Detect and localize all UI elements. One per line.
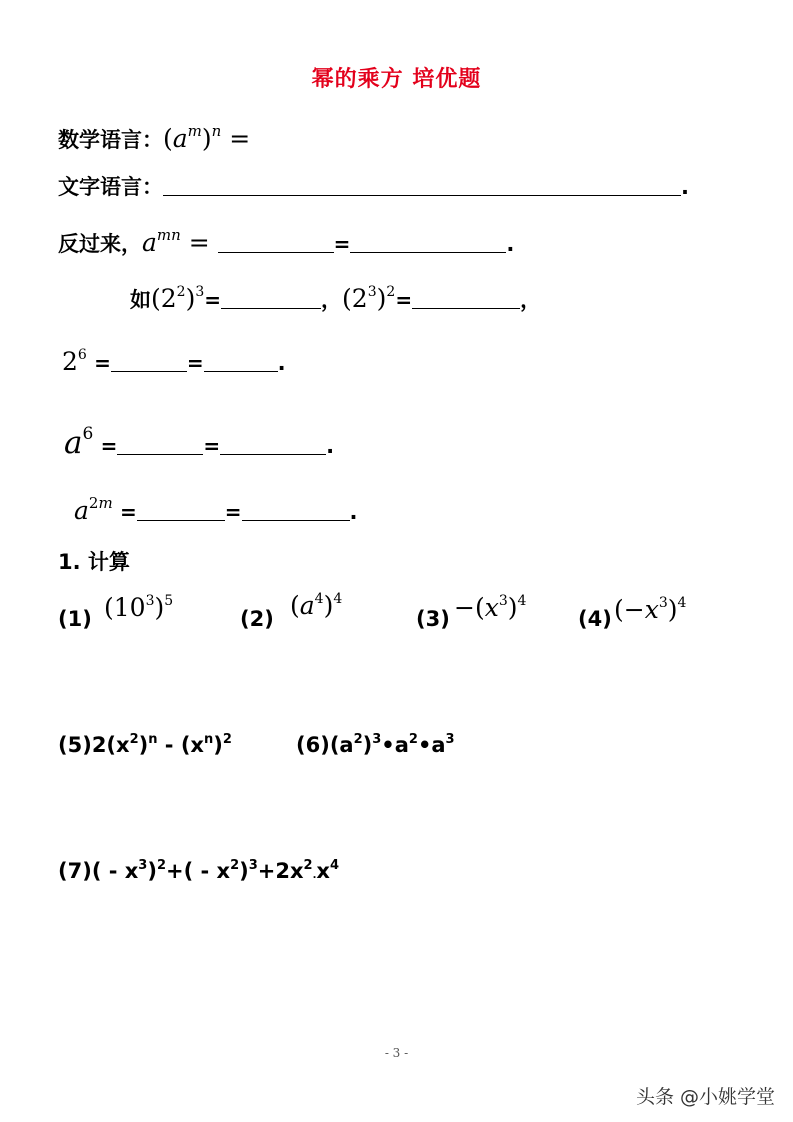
math-language-row (58, 122, 250, 154)
reverse-label: 反过来， (58, 232, 142, 256)
problem-2-expr: $(a^4)^4$ (290, 591, 343, 620)
a-2m-row (74, 494, 358, 525)
a-mn-expression: $a^{mn}$ = (142, 226, 218, 257)
a-2m-blank-2[interactable] (242, 500, 350, 521)
problem-6-label: (6) (296, 733, 330, 757)
equals-sign: = (224, 500, 242, 524)
two-six-row (62, 347, 286, 376)
equals-sign: = (203, 434, 221, 458)
problem-3-expr: $-(x^3)^4$ (454, 593, 527, 622)
problem-7-label: (7) (58, 859, 92, 883)
section-heading: 1. 计算 (58, 550, 130, 574)
problem-5-label: (5) (58, 733, 92, 757)
problem-6 (296, 732, 455, 757)
expr-a-2m: $a^{2m}$ (74, 494, 113, 525)
period: . (326, 434, 335, 458)
problem-2-label: (2) (240, 607, 274, 631)
period: . (349, 500, 358, 524)
equals-sign: = (94, 351, 111, 375)
example-blank-1[interactable] (221, 288, 321, 309)
a-six-blank-2[interactable] (220, 434, 326, 455)
expr-2-3-2: $(2^3)^2$ (342, 284, 396, 313)
equals-sign: = (186, 351, 204, 375)
problem-7 (58, 858, 339, 883)
a-six-row (64, 424, 334, 461)
period: . (277, 351, 286, 375)
comma: ， (520, 288, 542, 312)
problem-6-expr: $(a^2)^3•a^2•a^3$ (329, 732, 455, 757)
problem-4-expr: $(-x^3)^4$ (614, 595, 687, 624)
equals-sign: = (395, 288, 413, 312)
example-row (130, 284, 541, 314)
word-language-blank[interactable] (163, 175, 681, 196)
reverse-row (58, 226, 514, 258)
equals-sign: = (120, 500, 137, 524)
equals-sign: = (204, 288, 222, 312)
a-six-blank-1[interactable] (117, 434, 203, 455)
expr-2-2-3: $(2^2)^3$ (151, 284, 205, 313)
problem-7-expr: ( - $x^3)^2+( - x^2)^3+2x^2.x^4$ (91, 858, 339, 883)
problem-5 (58, 732, 232, 757)
problem-4-label: (4) (578, 607, 612, 631)
reverse-blank-1[interactable] (218, 232, 334, 253)
problem-1-expr: $(10^3)^5$ (104, 593, 174, 622)
comma: ， (321, 288, 343, 312)
page-number: - 3 - (384, 1046, 409, 1060)
word-language-row (58, 171, 689, 201)
watermark: 头条 @小姚学堂 (635, 1086, 775, 1108)
math-language-label: 数学语言： (58, 128, 163, 152)
two-six-blank-2[interactable] (204, 351, 278, 372)
two-six-blank-1[interactable] (111, 351, 187, 372)
word-language-label: 文字语言： (58, 175, 163, 199)
expr-2-6: $2^6$ (62, 347, 87, 376)
equals-sign: = (333, 232, 351, 256)
expr-a-6: $a^6$ (64, 424, 94, 461)
example-blank-2[interactable] (412, 288, 520, 309)
problem-3-label: (3) (416, 607, 450, 631)
reverse-blank-2[interactable] (350, 232, 506, 253)
problem-1-label: (1) (58, 607, 92, 631)
problem-5-expr: $2(x^2)^n - (x^n)^2$ (91, 732, 232, 757)
period: . (506, 232, 515, 256)
equals-sign: = (100, 434, 118, 458)
power-of-power-formula: $(a^m)^n$ = (163, 122, 251, 153)
a-2m-blank-1[interactable] (137, 500, 225, 521)
example-prefix: 如 (130, 288, 151, 312)
period: . (681, 175, 689, 199)
page-title: 幂的乘方 培优题 (311, 67, 482, 92)
